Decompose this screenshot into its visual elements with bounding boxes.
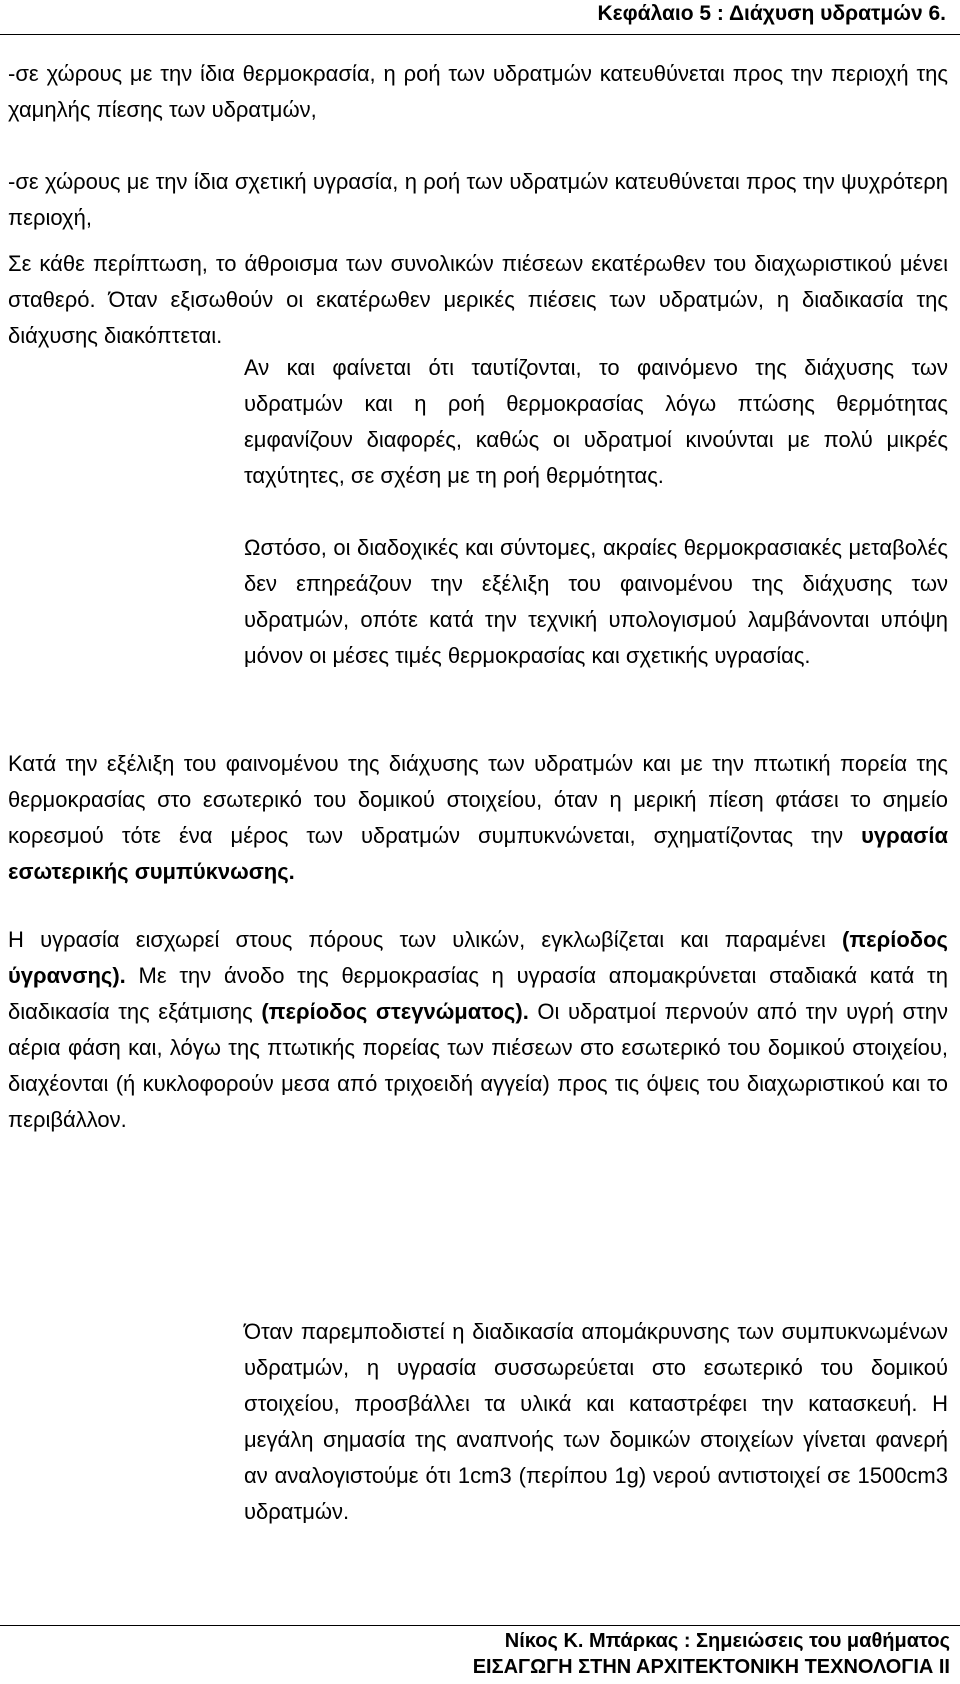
term-internal-condensation: υγρασία εσωτερικής συμπύκνωσης. <box>8 823 948 884</box>
footer-course: ΕΙΣΑΓΩΓΗ ΣΤΗΝ ΑΡΧΙΤΕΚΤΟΝΙΚΗ ΤΕΧΝΟΛΟΓΙΑ ΙΙ <box>472 1656 950 1678</box>
term-drying-period: (περίοδος στεγνώματος). <box>261 999 529 1024</box>
note-moisture-accumulation: Όταν παρεμποδιστεί η διαδικασία απομάκρυνσης των συμπυκνωμένων υδρατμών, η υγρασία συσσωρεύεται στο εσωτερικό του δομικού στοιχείου, προσβάλλει τα υλικά και καταστρέφει την κατασκευή. Η μεγάλη σημασία της αναπνοής των δομικών στοιχείων γίνεται φανερή αν αναλογιστούμε ότι 1cm3 (περίπου 1g) νερού αντιστοιχεί σε 1500cm3 υδρατμών. <box>244 1319 948 1524</box>
paragraph-wetting-text-c: Οι υδρατμοί περνούν από την υγρή στην αέρια φάση και, λόγω της πτωτικής πορείας των πιέσεων στο εσωτερικό του δομικού στοιχείου, διαχέονται (ή κυκλοφορούν μεσα από τριχοειδή αγγεία) προς τις όψεις του διαχωριστικού και το περιβάλλον. <box>8 999 948 1132</box>
footer-divider <box>0 1625 960 1626</box>
page-number: 6. <box>928 2 946 25</box>
paragraph-condensation-text: Κατά την εξέλιξη του φαινομένου της διάχυσης των υδρατμών και με την πτωτική πορεία της θερμοκρασίας στο εσωτερικό του δομικού στοιχείου, όταν η μερική πίεση φτάσει το σημείο κορεσμού τότε ένα μέρος των υδρατμών συμπυκνώνεται, σχηματίζοντας την <box>8 751 948 848</box>
paragraph-condensation <box>8 746 948 890</box>
paragraph-wetting-drying <box>8 922 948 1138</box>
page-header <box>598 2 947 26</box>
footer-author: Νίκος Κ. Μπάρκας : Σημειώσεις του μαθήματος <box>504 1630 950 1652</box>
note-diffusion-vs-heat-flow: Αν και φαίνεται ότι ταυτίζονται, το φαινόμενο της διάχυσης των υδρατμών και η ροή θερμοκρασίας λόγω πτώσης θερμότητας εμφανίζουν διαφορές, καθώς οι υδρατμοί κινούνται με πολύ μικρές ταχύτητες, σε σχέση με τη ροή θερμότητας. <box>244 355 948 488</box>
paragraph-wetting-text-a: Η υγρασία εισχωρεί στους πόρους των υλικών, εγκλωβίζεται και παραμένει <box>8 927 842 952</box>
paragraph-wetting-text-b: Με την άνοδο της θερμοκρασίας η υγρασία απομακρύνεται σταδιακά κατά τη διαδικασία της εξάτμισης <box>8 963 948 1024</box>
paragraph-total-pressure: Σε κάθε περίπτωση, το άθροισμα των συνολικών πιέσεων εκατέρωθεν του διαχωριστικού μένει σταθερό. Όταν εξισωθούν οι εκατέρωθεν μερικές πιέσεις των υδρατμών, η διαδικασία της διάχυσης διακόπτεται. <box>8 251 948 348</box>
header-divider <box>0 34 960 35</box>
chapter-title: Κεφάλαιο 5 : Διάχυση υδρατμών <box>597 2 923 25</box>
paragraph-same-temperature: -σε χώρους με την ίδια θερμοκρασία, η ροή των υδρατμών κατευθύνεται προς την περιοχή της χαμηλής πίεσης των υδρατμών, <box>8 61 948 122</box>
note-temperature-variations: Ωστόσο, οι διαδοχικές και σύντομες, ακραίες θερμοκρασιακές μεταβολές δεν επηρεάζουν την εξέλιξη του φαινομένου της διάχυσης των υδρατμών, οπότε κατά την τεχνική υπολογισμού λαμβάνονται υπόψη μόνον οι μέσες τιμές θερμοκρασίας και σχετικής υγρασίας. <box>244 535 948 668</box>
term-wetting-period: (περίοδος ύγρανσης). <box>8 927 948 988</box>
paragraph-same-humidity: -σε χώρους με την ίδια σχετική υγρασία, η ροή των υδρατμών κατευθύνεται προς την ψυχρότερη περιοχή, <box>8 169 948 230</box>
